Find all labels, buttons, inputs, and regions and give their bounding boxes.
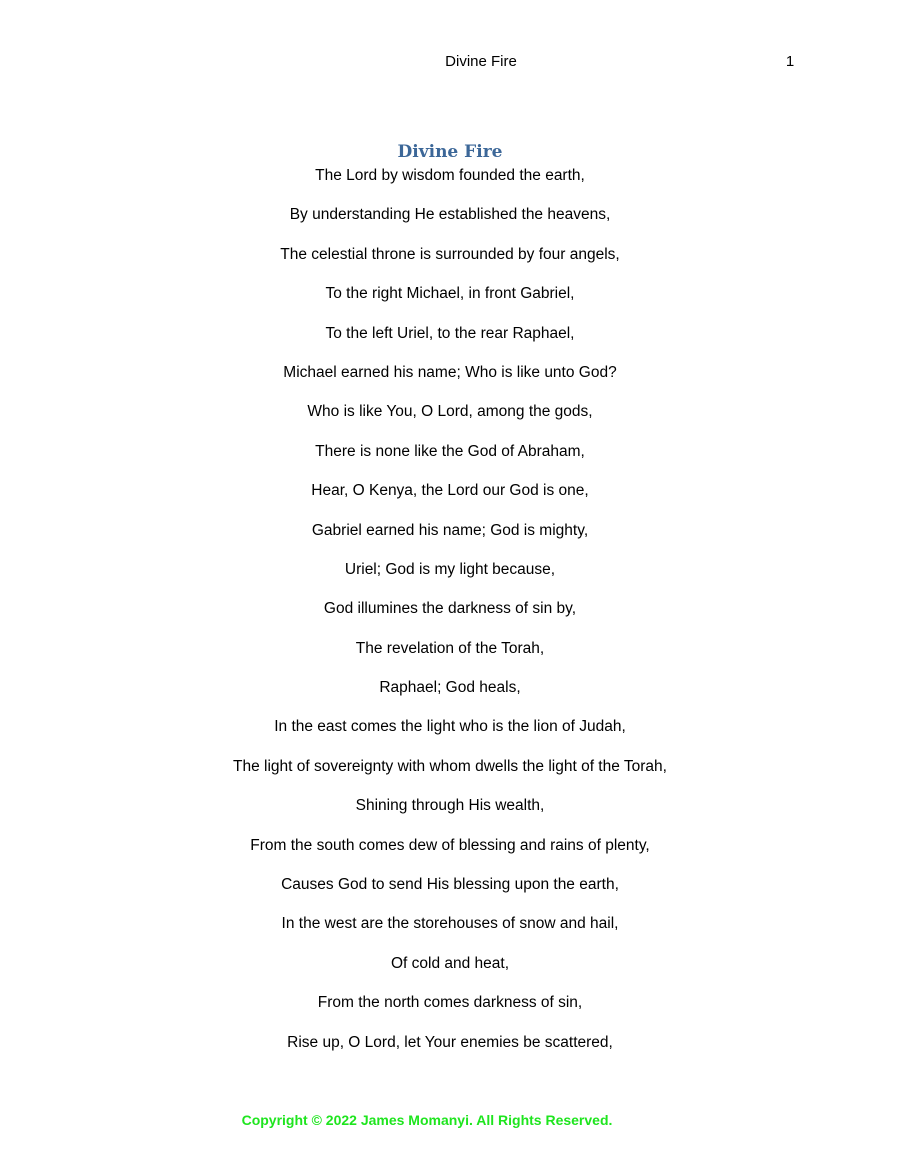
poem-line: The Lord by wisdom founded the earth, <box>315 167 585 184</box>
page-number: 1 <box>785 53 795 70</box>
poem-line: The revelation of the Torah, <box>355 639 545 657</box>
poem-line: In the west are the storehouses of snow and hail, <box>281 915 619 933</box>
poem-line: From the south comes dew of blessing and rains of plenty, <box>250 836 650 854</box>
poem-line: Rise up, O Lord, let Your enemies be scattered, <box>287 1033 613 1051</box>
header-title: Divine Fire <box>445 53 517 70</box>
poem-line: Shining through His wealth, <box>355 797 545 815</box>
poem-line: Hear, O Kenya, the Lord our God is one, <box>311 482 589 500</box>
poem-line: Of cold and heat, <box>390 954 510 972</box>
poem-line: God illumines the darkness of sin by, <box>323 600 577 618</box>
poem-line: From the north comes darkness of sin, <box>317 994 583 1012</box>
poem-line: Uriel; God is my light because, <box>344 560 556 578</box>
poem-line: Who is like You, O Lord, among the gods, <box>307 403 593 421</box>
poem-line: Causes God to send His blessing upon the earth, <box>281 876 619 894</box>
poem-line: Michael earned his name; Who is like unto God? <box>283 363 617 381</box>
poem-line: In the east comes the light who is the lion of Judah, <box>274 718 626 736</box>
page-header <box>0 52 900 72</box>
poem-body <box>0 165 900 1071</box>
poem-line: The light of sovereignty with whom dwells the light of the Torah, <box>233 757 667 775</box>
poem-line: By understanding He established the heavens, <box>289 206 611 224</box>
poem-line: Raphael; God heals, <box>379 679 521 697</box>
poem-line: To the right Michael, in front Gabriel, <box>325 285 575 303</box>
poem-line: Gabriel earned his name; God is mighty, <box>311 521 589 539</box>
poem-title: Divine Fire <box>397 142 503 162</box>
poem-line: To the left Uriel, to the rear Raphael, <box>325 324 575 342</box>
poem-line: The celestial throne is surrounded by four angels, <box>280 245 620 263</box>
copyright-notice: Copyright © 2022 James Momanyi. All Rights Reserved. <box>241 1112 613 1128</box>
poem-line: There is none like the God of Abraham, <box>315 442 585 460</box>
